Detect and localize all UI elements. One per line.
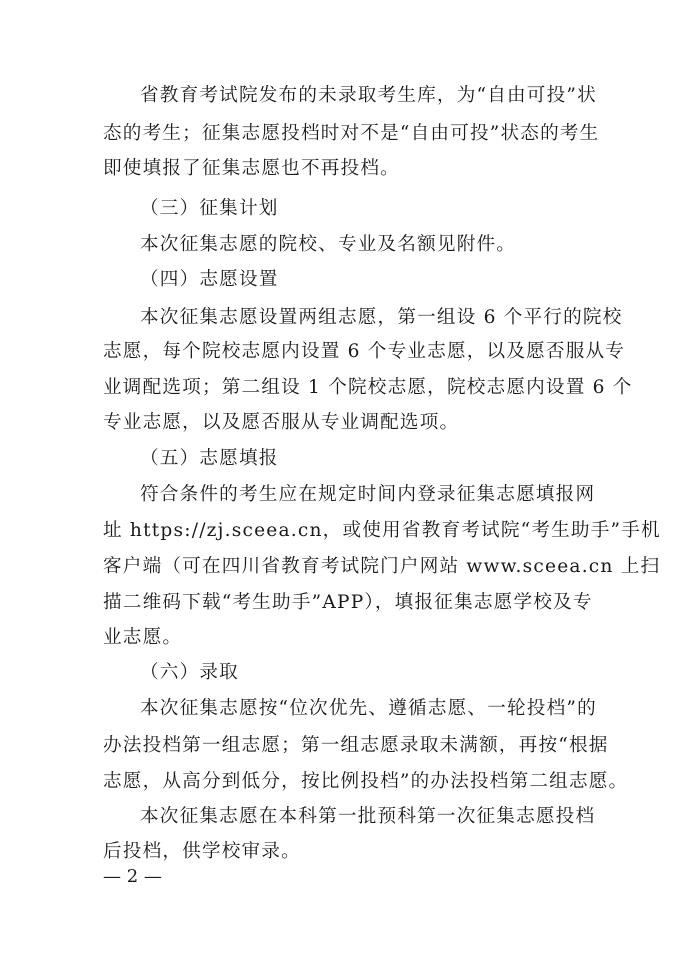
section-heading-6: （六）录取 xyxy=(140,662,239,683)
paragraph-line: 本次征集志愿按“位次优先、遵循志愿、一轮投档”的 xyxy=(140,698,597,719)
section-heading-3: （三）征集计划 xyxy=(140,198,279,219)
paragraph-line: 描二维码下载“考生助手”APP），填报征集志愿学校及专 xyxy=(103,592,593,613)
paragraph-line: 本次征集志愿设置两组志愿，第一组设 6 个平行的院校 xyxy=(140,307,623,328)
page-number: — 2 — xyxy=(103,866,162,887)
paragraph-line: 办法投档第一组志愿；第一组志愿录取未满额，再按“根据 xyxy=(103,735,609,756)
paragraph-line: 本次征集志愿在本科第一批预科第一次征集志愿投档 xyxy=(140,806,596,827)
paragraph-line: 态的考生；征集志愿投档时对不是“自由可投”状态的考生 xyxy=(103,123,600,144)
paragraph-line: 志愿，每个院校志愿内设置 6 个专业志愿，以及愿否服从专 xyxy=(103,341,626,362)
paragraph-line: 址 https://zj.sceea.cn，或使用省教育考试院“考生助手”手机 xyxy=(103,520,661,541)
paragraph-line: 志愿，从高分到低分，按比例投档”的办法投档第二组志愿。 xyxy=(103,771,629,792)
paragraph-line: 即使填报了征集志愿也不再投档。 xyxy=(103,158,400,179)
section-heading-5: （五）志愿填报 xyxy=(140,448,279,469)
paragraph-line: 专业志愿，以及愿否服从专业调配选项。 xyxy=(103,412,460,433)
paragraph-line: 符合条件的考生应在规定时间内登录征集志愿填报网 xyxy=(140,484,596,505)
section-heading-4: （四）志愿设置 xyxy=(140,269,279,290)
paragraph-line: 后投档，供学校审录。 xyxy=(103,841,301,862)
paragraph-line: 业志愿。 xyxy=(103,627,183,648)
paragraph-line: 本次征集志愿的院校、专业及名额见附件。 xyxy=(140,234,517,255)
paragraph-line: 业调配选项；第二组设 1 个院校志愿，院校志愿内设置 6 个 xyxy=(103,377,633,398)
paragraph-line: 客户端（可在四川省教育考试院门户网站 www.sceea.cn 上扫 xyxy=(103,556,661,577)
paragraph-line: 省教育考试院发布的未录取考生库，为“自由可投”状 xyxy=(140,85,597,106)
